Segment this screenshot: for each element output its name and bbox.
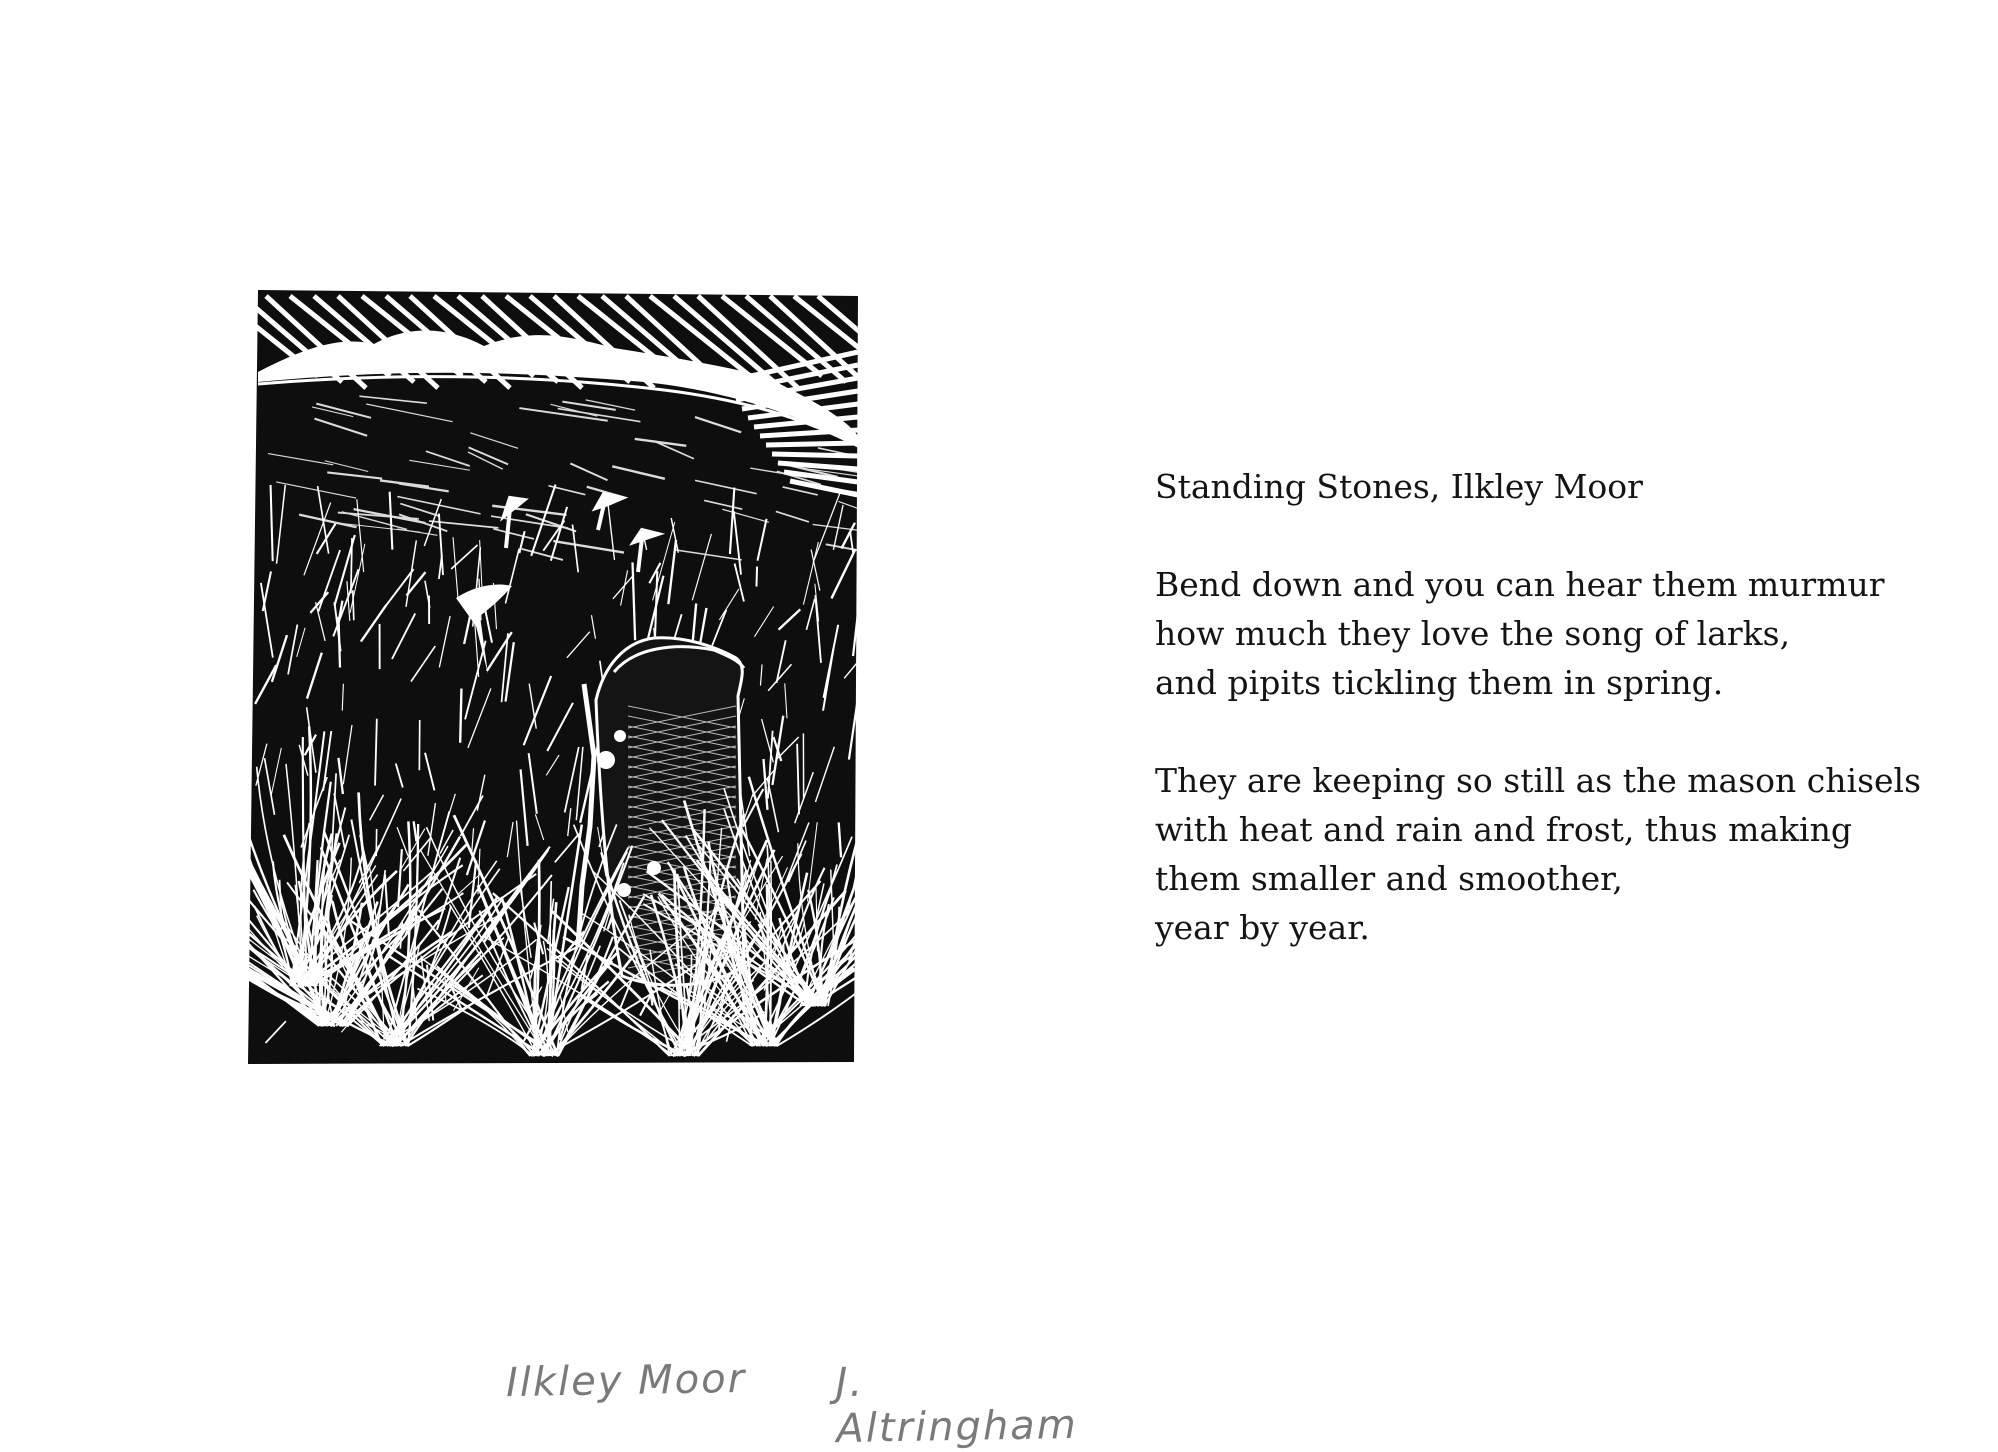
- poem: [1155, 462, 1975, 1001]
- poem-line: year by year.: [1155, 908, 1370, 947]
- poem-line: them smaller and smoother,: [1155, 859, 1623, 898]
- woodcut-print: [244, 286, 1079, 1452]
- poem-line: and pipits tickling them in spring.: [1155, 663, 1724, 702]
- poem-line: how much they love the song of larks,: [1155, 614, 1791, 653]
- poem-title: Standing Stones, Ilkley Moor: [1155, 467, 1643, 506]
- poem-stanza-2: [1155, 756, 1975, 952]
- pencil-title: Ilkley Moor: [505, 1355, 747, 1407]
- poem-line: with heat and rain and frost, thus making: [1155, 810, 1852, 849]
- pencil-signature: J. Altringham: [835, 1359, 1079, 1452]
- poem-line: They are keeping so still as the mason chisels: [1155, 761, 1922, 800]
- woodcut-image: [244, 286, 866, 1086]
- poem-stanza-1: [1155, 560, 1975, 707]
- poem-line: Bend down and you can hear them murmur: [1155, 565, 1885, 604]
